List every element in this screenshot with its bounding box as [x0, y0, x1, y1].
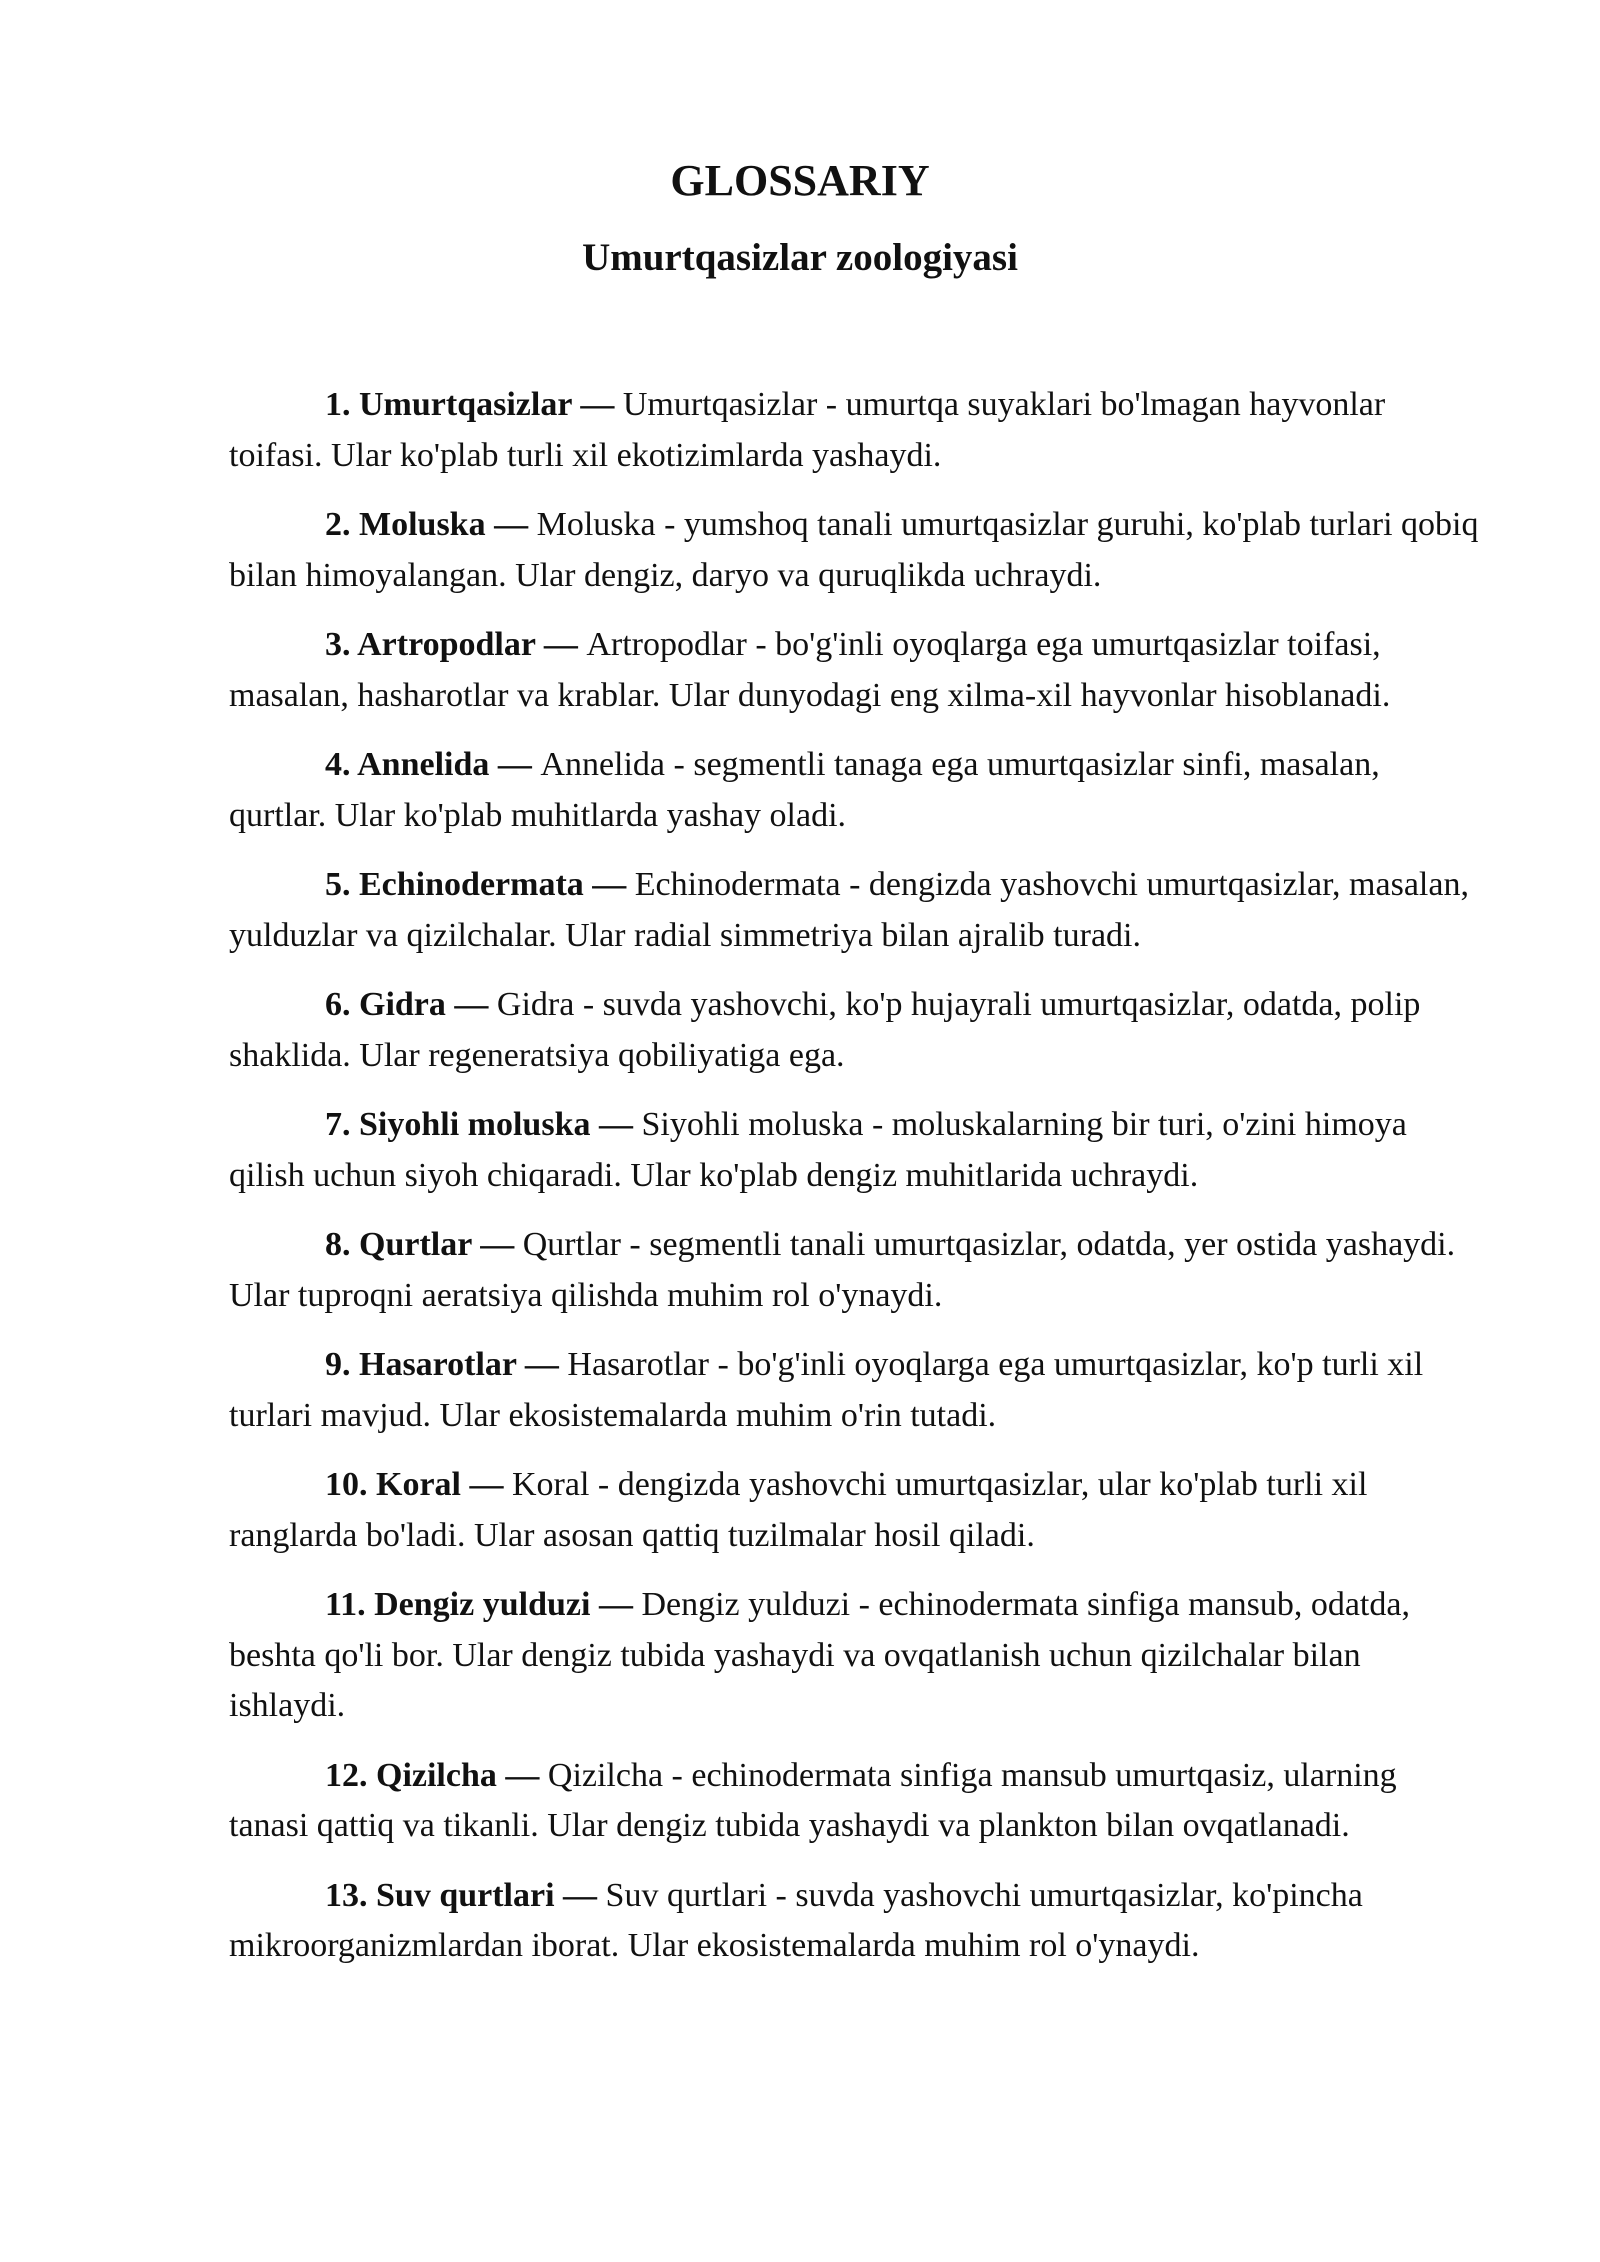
glossary-entry [229, 1580, 1479, 1732]
glossary-definition: Hasarotlar - bo'g'inli oyoqlarga ega umurtqasizlar, ko'p turli xil turlari mavjud. Ular ekosistemalarda muhim o'rin tutadi. [229, 1346, 1424, 1434]
term-separator: — [516, 1346, 568, 1383]
glossary-entry [229, 1871, 1479, 1972]
page-title: GLOSSARIY [670, 156, 930, 205]
glossary-entry [229, 1460, 1479, 1561]
glossary-definition: Dengiz yulduzi - echinodermata sinfiga mansub, odatda, beshta qo'li bor. Ular dengiz tubida yashaydi va ovqatlanish uchun qizilchalar bilan ishlaydi. [229, 1586, 1410, 1724]
term-separator: — [535, 626, 587, 663]
glossary-definition: Siyohli moluska - moluskalarning bir turi, o'zini himoya qilish uchun siyoh chiqaradi. Ular ko'plab dengiz muhitlarida uchraydi. [229, 1106, 1407, 1194]
glossary-definition: Gidra - suvda yashovchi, ko'p hujayrali umurtqasizlar, odatda, polip shaklida. Ular regeneratsiya qobiliyatiga ega. [229, 986, 1421, 1074]
glossary-definition: Umurtqasizlar - umurtqa suyaklari bo'lmagan hayvonlar toifasi. Ular ko'plab turli xil ekotizimlarda yashaydi. [229, 386, 1386, 474]
term-separator: — [496, 1756, 548, 1794]
glossary-definition: Suv qurtlari - suvda yashovchi umurtqasizlar, ko'pincha mikroorganizmlardan iborat. Ular ekosistemalarda muhim rol o'ynaydi. [229, 1876, 1363, 1964]
glossary-term: 11. Dengiz yulduzi [325, 1586, 591, 1623]
term-separator: — [583, 866, 635, 903]
glossary-term: 10. Koral [325, 1466, 461, 1503]
glossary-definition: Artropodlar - bo'g'inli oyoqlarga ega umurtqasizlar toifasi, masalan, hasharotlar va krablar. Ular dunyodagi eng xilma-xil hayvonlar hisoblanadi. [229, 626, 1391, 714]
term-separator: — [590, 1586, 642, 1623]
term-separator: — [460, 1466, 512, 1503]
glossary-term: 6. Gidra [325, 986, 446, 1023]
glossary-entry [229, 1340, 1479, 1441]
glossary-entry [229, 1751, 1479, 1852]
glossary-entry [229, 500, 1479, 601]
term-separator: — [471, 1226, 523, 1263]
glossary-term: 13. Suv qurtlari [325, 1876, 555, 1914]
glossary-definition: Moluska - yumshoq tanali umurtqasizlar guruhi, ko'plab turlari qobiq bilan himoyalangan. Ular dengiz, daryo va quruqlikda uchraydi. [229, 506, 1479, 594]
glossary-entry [229, 740, 1479, 841]
glossary-definition: Echinodermata - dengizda yashovchi umurtqasizlar, masalan, yulduzlar va qizilchalar. Ular radial simmetriya bilan ajralib turadi. [229, 866, 1469, 954]
glossary-definition: Qurtlar - segmentli tanali umurtqasizlar, odatda, yer ostida yashaydi. Ular tuproqni aeratsiya qilishda muhim rol o'ynaydi. [229, 1226, 1456, 1314]
glossary-term: 12. Qizilcha [325, 1756, 497, 1794]
glossary-term: 8. Qurtlar [325, 1226, 472, 1263]
glossary-list [229, 380, 1479, 1991]
term-separator: — [445, 986, 497, 1023]
term-separator: — [571, 386, 623, 423]
glossary-entry [229, 980, 1479, 1081]
glossary-definition: Koral - dengizda yashovchi umurtqasizlar, ular ko'plab turli xil ranglarda bo'ladi. Ular asosan qattiq tuzilmalar hosil qiladi. [229, 1466, 1368, 1554]
glossary-term: 7. Siyohli moluska [325, 1106, 591, 1143]
glossary-term: 2. Moluska [325, 506, 486, 543]
glossary-entry [229, 620, 1479, 721]
term-separator: — [554, 1876, 606, 1914]
glossary-term: 9. Hasarotlar [325, 1346, 517, 1383]
glossary-term: 4. Annelida [325, 746, 490, 783]
term-separator: — [485, 506, 537, 543]
term-separator: — [590, 1106, 642, 1143]
glossary-entry [229, 1220, 1479, 1321]
glossary-term: 3. Artropodlar [325, 626, 536, 663]
glossary-term: 1. Umurtqasizlar [325, 386, 572, 423]
page-subtitle: Umurtqasizlar zoologiyasi [582, 236, 1018, 279]
glossary-entry [229, 380, 1479, 481]
glossary-definition: Annelida - segmentli tanaga ega umurtqasizlar sinfi, masalan, qurtlar. Ular ko'plab muhitlarda yashay oladi. [229, 746, 1380, 834]
glossary-definition: Qizilcha - echinodermata sinfiga mansub umurtqasiz, ularning tanasi qattiq va tikanli. Ular dengiz tubida yashaydi va plankton bilan ovqatlanadi. [229, 1756, 1397, 1844]
glossary-entry [229, 1100, 1479, 1201]
term-separator: — [489, 746, 541, 783]
glossary-term: 5. Echinodermata [325, 866, 584, 903]
glossary-entry [229, 860, 1479, 961]
